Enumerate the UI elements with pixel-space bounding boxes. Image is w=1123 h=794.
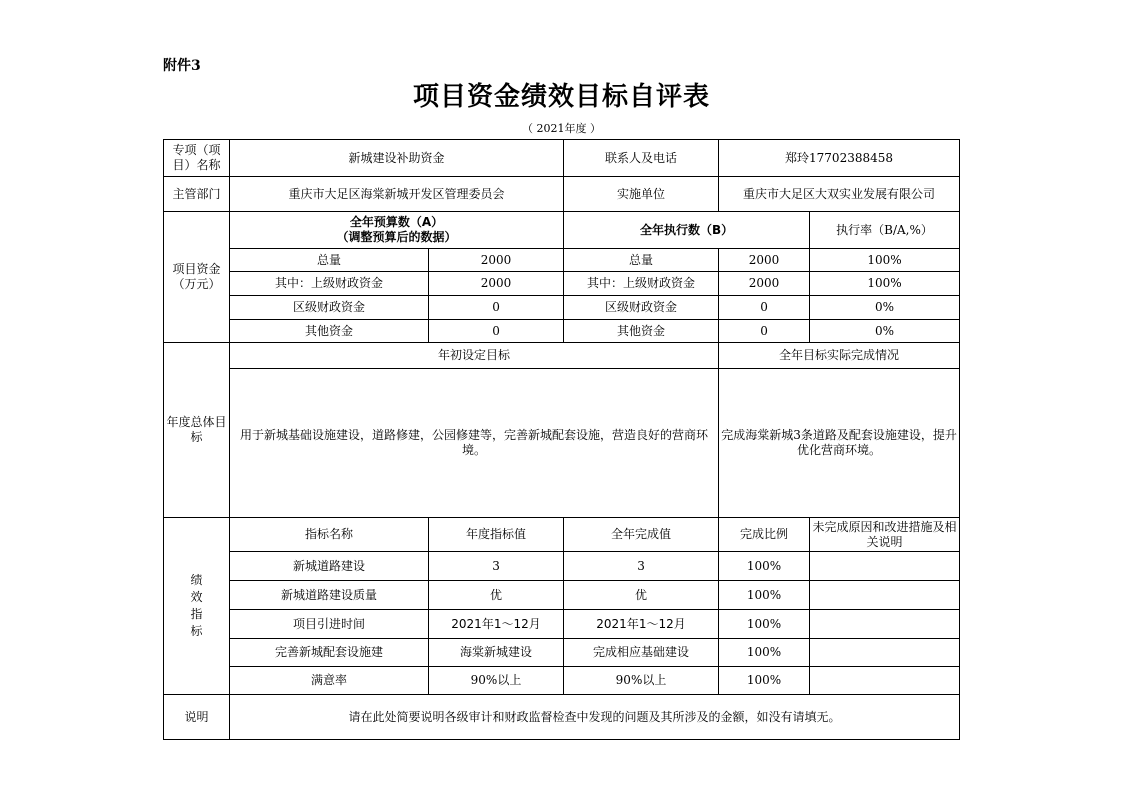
funds-rate-value: 100% [810,249,960,272]
indicator-actual-header: 全年完成值 [564,518,719,552]
indicator-row [164,581,960,610]
indicator-ratio: 100% [719,552,810,581]
indicator-target: 3 [429,552,564,581]
indicator-target: 优 [429,581,564,610]
funds-row [164,296,960,320]
funds-header-row [164,212,960,249]
funds-exec-value: 0 [719,296,810,320]
indicator-name: 新城道路建设质量 [230,581,429,610]
goals-header-row [164,343,960,369]
funds-exec-value: 0 [719,320,810,343]
funds-row-label: 区级财政资金 [230,296,429,320]
indicator-row [164,639,960,667]
implementer-value: 重庆市大足区大双实业发展有限公司 [719,177,960,212]
attachment-label: 附件3 [163,58,201,74]
funds-row [164,272,960,296]
funds-row [164,249,960,272]
funds-budget-value: 2000 [429,272,564,296]
execution-rate-header: 执行率（B/A,%） [810,212,960,249]
indicator-note [810,667,960,695]
department-value: 重庆市大足区海棠新城开发区管理委员会 [230,177,564,212]
indicator-target: 2021年1～12月 [429,610,564,639]
executed-column-header: 全年执行数（B） [564,212,810,249]
indicator-actual: 完成相应基础建设 [564,639,719,667]
page-title: 项目资金绩效目标自评表 [412,82,710,112]
indicator-row [164,552,960,581]
funds-exec-value: 2000 [719,272,810,296]
funds-section-label: 项目资金（万元） [164,212,230,343]
indicator-row [164,667,960,695]
goals-actual-header: 全年目标实际完成情况 [719,343,960,369]
funds-exec-label: 区级财政资金 [564,296,719,320]
indicators-header-row [164,518,960,552]
indicator-actual: 2021年1～12月 [564,610,719,639]
indicator-ratio: 100% [719,667,810,695]
funds-exec-value: 2000 [719,249,810,272]
fiscal-year: （ 2021年度 ） [522,122,601,135]
funds-row-label: 总量 [230,249,429,272]
funds-rate-value: 100% [810,272,960,296]
indicator-target: 海棠新城建设 [429,639,564,667]
contact-value: 郑玲17702388458 [719,140,960,177]
indicator-note-header: 未完成原因和改进措施及相关说明 [810,518,960,552]
indicator-name: 新城道路建设 [230,552,429,581]
indicator-ratio: 100% [719,581,810,610]
indicator-actual: 90%以上 [564,667,719,695]
indicator-row [164,610,960,639]
funds-row-label: 其中：上级财政资金 [230,272,429,296]
goals-section-label: 年度总体目标 [164,343,230,518]
funds-budget-value: 0 [429,296,564,320]
indicator-note [810,610,960,639]
indicator-note [810,552,960,581]
indicator-name: 项目引进时间 [230,610,429,639]
budget-column-header: 全年预算数（A） （调整预算后的数据） [230,212,564,249]
self-evaluation-table [163,139,960,740]
indicator-target: 90%以上 [429,667,564,695]
funds-rate-value: 0% [810,320,960,343]
indicator-target-header: 年度指标值 [429,518,564,552]
project-name-value: 新城建设补助资金 [230,140,564,177]
funds-rate-value: 0% [810,296,960,320]
department-row [164,177,960,212]
funds-budget-value: 0 [429,320,564,343]
notes-label: 说明 [164,695,230,740]
indicator-note [810,639,960,667]
goals-set-text: 用于新城基础设施建设，道路修建，公园修建等，完善新城配套设施，营造良好的营商环境。 [230,369,719,518]
funds-row [164,320,960,343]
funds-exec-label: 其他资金 [564,320,719,343]
indicator-ratio: 100% [719,610,810,639]
notes-row [164,695,960,740]
implementer-label: 实施单位 [564,177,719,212]
funds-row-label: 其他资金 [230,320,429,343]
indicator-ratio: 100% [719,639,810,667]
indicator-name-header: 指标名称 [230,518,429,552]
goals-content-row [164,369,960,518]
funds-budget-value: 2000 [429,249,564,272]
indicator-name: 满意率 [230,667,429,695]
indicator-note [810,581,960,610]
project-name-row [164,140,960,177]
goals-set-header: 年初设定目标 [230,343,719,369]
department-label: 主管部门 [164,177,230,212]
indicator-ratio-header: 完成比例 [719,518,810,552]
indicators-section-label: 绩效指标 [164,518,230,695]
goals-actual-text: 完成海棠新城3条道路及配套设施建设，提升优化营商环境。 [719,369,960,518]
funds-exec-label: 总量 [564,249,719,272]
contact-label: 联系人及电话 [564,140,719,177]
indicator-actual: 优 [564,581,719,610]
indicator-actual: 3 [564,552,719,581]
notes-text: 请在此处简要说明各级审计和财政监督检查中发现的问题及其所涉及的金额，如没有请填无。 [230,695,960,740]
indicator-name: 完善新城配套设施建 [230,639,429,667]
project-name-label: 专项（项目）名称 [164,140,230,177]
funds-exec-label: 其中：上级财政资金 [564,272,719,296]
